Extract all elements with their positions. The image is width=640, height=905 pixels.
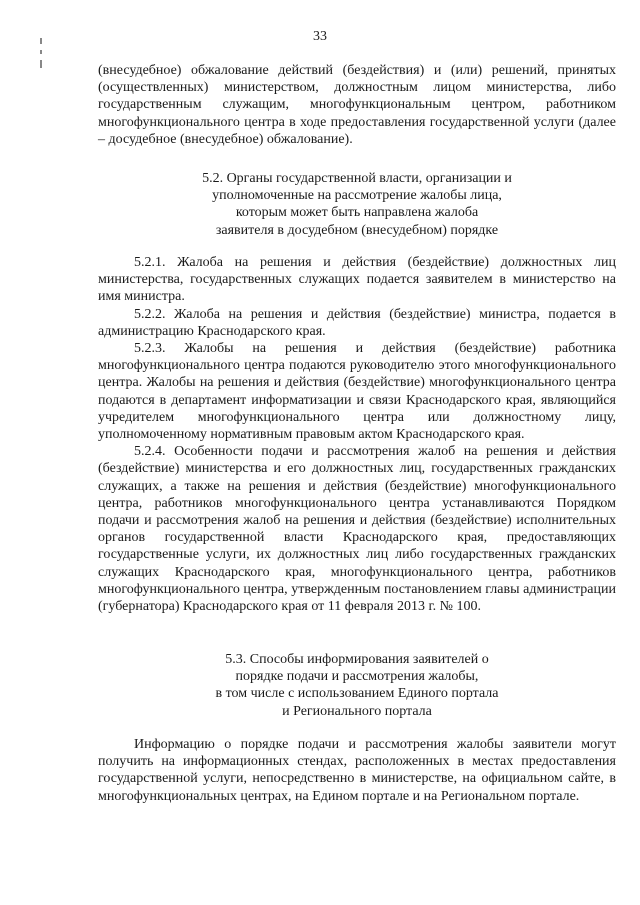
section-5-2-heading	[98, 170, 616, 239]
heading-line: 5.3. Способы информирования заявителей о	[225, 652, 489, 667]
heading-line: которым может быть направлена жалоба	[235, 205, 479, 221]
paragraph-5-2-4: 5.2.4. Особенности подачи и рассмотрения жалоб на решения и действия (бездействие) министерства и его должностных лиц, государственных гражданских служащих, а также на решения и действия (бездействие) многофункционального центра, работников многофункционального центра устанавливаются Порядком подачи и рассмотрения жалоб на решения и действия (бездействие) исполнительных органов государственной власти Краснодарского края, предоставляющих государственные услуги, их должностных лиц либо государственных гражданских служащих Краснодарского края, многофункционального центра, работников многофункционального центра, утвержденным постановлением главы администрации (губернатора) Краснодарского края от 11 февраля 2013 г. № 100.	[98, 444, 616, 615]
heading-line: порядке подачи и рассмотрения жалобы,	[235, 669, 479, 685]
page-number: 33	[313, 29, 327, 44]
section-5-3-heading	[98, 651, 616, 720]
paragraph-5-3: Информацию о порядке подачи и рассмотрения жалобы заявители могут получить на информационных стендах, расположенных в местах предоставления государственной услуги, непосредственно в министерстве, на официальном сайте, в многофункциональных центрах, на Едином портале и на Региональном портале.	[98, 737, 616, 804]
heading-line: уполномоченные на рассмотрение жалобы лица,	[212, 188, 502, 204]
heading-line: и Регионального портала	[282, 703, 432, 719]
heading-line: заявителя в досудебном (внесудебном) порядке	[215, 222, 499, 238]
heading-line: 5.2. Органы государственной власти, организации и	[202, 171, 512, 186]
paragraph-5-2-2: 5.2.2. Жалоба на решения и действия (бездействие) министра, подается в администрацию Краснодарского края.	[98, 306, 616, 339]
heading-line: в том числе с использованием Единого портала	[215, 686, 499, 702]
paragraph-5-2-3: 5.2.3. Жалобы на решения и действия (бездействие) работника многофункционального центра подаются руководителю этого многофункционального центра. Жалобы на решения и действия (бездействие) многофункционального центра подаются в департамент информатизации и связи Краснодарского края, являющийся учредителем многофункционального центра или должностному лицу, уполномоченному нормативным правовым актом Краснодарского края.	[98, 341, 616, 443]
section-5-2-body	[98, 254, 616, 615]
paragraph-5-2-1: 5.2.1. Жалоба на решения и действия (бездействие) должностных лиц министерства, государственных служащих подается заявителем в министерство на имя министра.	[98, 255, 616, 305]
intro-paragraph: (внесудебное) обжалование действий (бездействия) и (или) решений, принятых (осуществленных) министерством, должностным лицом министерства, либо государственным служащим, многофункциональным центром, работником многофункционального центра в ходе предоставления государственной услуги (далее – досудебное (внесудебное) обжалование).	[98, 63, 616, 147]
section-5-3-body	[98, 736, 616, 805]
